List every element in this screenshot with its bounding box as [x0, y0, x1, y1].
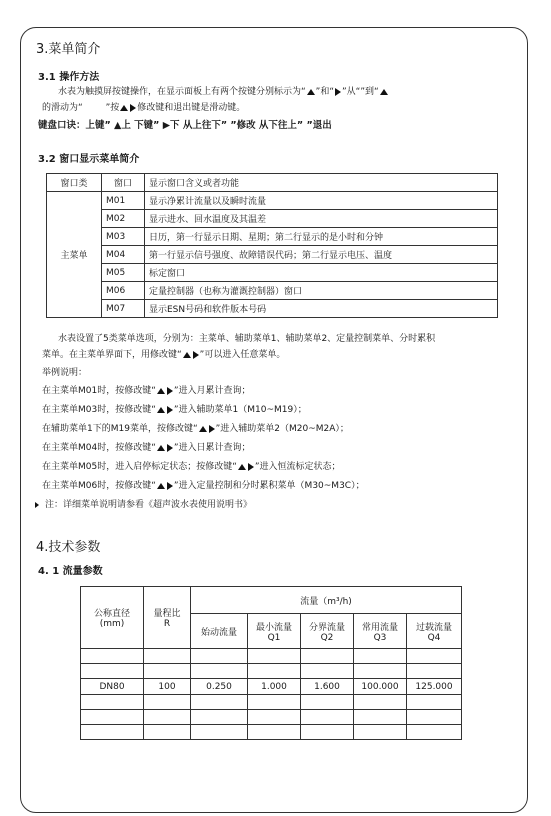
s31-text: ”从“ — [342, 87, 361, 97]
example-text: ”进入辅助菜单1（M10~M19）； — [173, 405, 307, 415]
window-code: M01 — [102, 192, 145, 210]
example-line — [42, 385, 251, 397]
s31-text: ”到“ — [360, 87, 379, 97]
table-header: 窗口类 — [47, 174, 102, 192]
right-triangle-icon — [209, 425, 215, 433]
keys-mnemonic: 键盘口诀：上键” ▲上 下键” ▶下 从上往下” ”修改 从下往上” ”退出 — [38, 120, 332, 131]
s31-text: 的滑动为“ — [42, 103, 83, 113]
window-code: M04 — [102, 246, 145, 264]
table-row — [81, 710, 462, 725]
right-triangle-icon — [248, 463, 254, 471]
window-code: M07 — [102, 300, 145, 318]
example-line — [42, 480, 365, 492]
col-nominal-diameter: 公称直径 (mm) — [81, 587, 144, 649]
s32-title: 3.2 窗口显示菜单简介 — [38, 154, 140, 165]
example-line — [42, 461, 341, 473]
table-row — [47, 300, 498, 318]
right-triangle-icon — [335, 88, 341, 96]
up-triangle-icon — [380, 89, 388, 95]
up-triangle-icon — [157, 483, 165, 489]
table-row — [47, 192, 498, 210]
table-row — [47, 264, 498, 282]
up-triangle-icon — [157, 388, 165, 394]
up-triangle-icon — [183, 352, 191, 358]
example-text: 在主菜单M06时，按修改键“ — [42, 481, 156, 491]
note-text: 注：详细菜单说明请参看《超声波水表使用说明书》 — [45, 500, 253, 510]
window-code: M06 — [102, 282, 145, 300]
window-code: M05 — [102, 264, 145, 282]
cell-start-flow: 0.250 — [191, 679, 248, 695]
col-start-flow: 始动流量 — [191, 614, 248, 649]
table-row — [81, 679, 462, 695]
window-code: M03 — [102, 228, 145, 246]
cell-q2: 1.600 — [301, 679, 354, 695]
table-row — [81, 725, 462, 740]
col-flow-group: 流量（m³/h) — [191, 587, 462, 614]
example-text: ”进入日累计查询； — [173, 443, 251, 453]
para2 — [42, 349, 285, 361]
table-row — [47, 210, 498, 228]
up-triangle-icon — [157, 407, 165, 413]
window-desc: 定量控制器（也称为灌溉控制器）窗口 — [145, 282, 498, 300]
right-triangle-icon — [167, 406, 173, 414]
example-line — [42, 404, 307, 416]
example-text: 在主菜单M01时，按修改键“ — [42, 386, 156, 396]
window-desc: 第一行显示信号强度、故障错误代码；第二行显示电压、温度 — [145, 246, 498, 264]
window-desc: 显示进水、回水温度及其温差 — [145, 210, 498, 228]
right-triangle-icon — [130, 104, 136, 112]
table-row — [47, 282, 498, 300]
example-text: ”进入定量控制和分时累积菜单（M30~M3C）； — [173, 481, 365, 491]
col-permanent-flow: 常用流量 Q3 — [354, 614, 407, 649]
example-title: 举例说明： — [42, 368, 88, 378]
s31-text: ”和“ — [315, 87, 334, 97]
window-desc: 显示ESN号码和软件版本号码 — [145, 300, 498, 318]
table-row — [47, 246, 498, 264]
flow-table — [80, 586, 462, 740]
s31-text: ”按 — [105, 103, 120, 113]
flow-header-row — [81, 587, 462, 614]
group-label: 主菜单 — [47, 192, 102, 318]
col-overload-flow: 过载流量 Q4 — [407, 614, 462, 649]
cell-diameter: DN80 — [81, 679, 144, 695]
col-min-flow: 最小流量 Q1 — [248, 614, 301, 649]
s31-title: 3.1 操作方法 — [38, 72, 100, 83]
table-row — [81, 664, 462, 679]
table-row — [47, 228, 498, 246]
s31-line2 — [42, 102, 245, 114]
right-triangle-icon — [193, 351, 199, 359]
para1: 水表设置了5类菜单选项，分别为：主菜单、辅助菜单1、辅助菜单2、定量控制菜单、分时累积 — [58, 334, 436, 344]
up-triangle-icon — [199, 426, 207, 432]
table-header: 窗口 — [102, 174, 145, 192]
s31-text: 水表为触摸屏按键操作，在显示面板上有两个按键分别标示为“ — [58, 87, 306, 97]
window-desc: 日历，第一行显示日期、星期；第二行显示的是小时和分钟 — [145, 228, 498, 246]
table-row — [81, 695, 462, 710]
table-header: 显示窗口含义或者功能 — [145, 174, 498, 192]
menu-table — [46, 173, 498, 318]
s41-title: 4. 1 流量参数 — [38, 566, 103, 577]
example-text: 在辅助菜单1下的M19菜单，按修改键“ — [42, 424, 198, 434]
s31-text: 修改键和退出键是滑动键。 — [137, 103, 246, 113]
example-text: ”进入月累计查询； — [173, 386, 251, 396]
col-transition-flow: 分界流量 Q2 — [301, 614, 354, 649]
col-range-ratio: 量程比 R — [144, 587, 191, 649]
right-triangle-icon — [167, 387, 173, 395]
table-row — [81, 649, 462, 664]
window-code: M02 — [102, 210, 145, 228]
cell-q3: 100.000 — [354, 679, 407, 695]
right-triangle-icon — [167, 482, 173, 490]
s31-line1 — [58, 86, 389, 98]
cell-q1: 1.000 — [248, 679, 301, 695]
cell-q4: 125.000 — [407, 679, 462, 695]
section4-title: 4.技术参数 — [36, 540, 101, 555]
para2-text: 菜单。在主菜单界面下，用修改键“ — [42, 350, 182, 360]
example-text: 在主菜单M05时，进入启停标定状态；按修改键“ — [42, 462, 237, 472]
up-triangle-icon — [238, 464, 246, 470]
up-triangle-icon — [157, 445, 165, 451]
example-text: 在主菜单M04时，按修改键“ — [42, 443, 156, 453]
para2-text: ”可以进入任意菜单。 — [199, 350, 286, 360]
window-desc: 标定窗口 — [145, 264, 498, 282]
note-line — [34, 499, 252, 511]
example-line — [42, 442, 251, 454]
example-line — [42, 423, 349, 435]
example-text: ”进入恒流标定状态； — [254, 462, 341, 472]
bullet-icon — [35, 502, 39, 508]
section3-title: 3.菜单简介 — [36, 42, 101, 57]
up-triangle-icon — [307, 89, 315, 95]
right-triangle-icon — [167, 444, 173, 452]
window-desc: 显示净累计流量以及瞬时流量 — [145, 192, 498, 210]
table-header-row — [47, 174, 498, 192]
example-text: 在主菜单M03时，按修改键“ — [42, 405, 156, 415]
up-triangle-icon — [120, 105, 128, 111]
example-text: ”进入辅助菜单2（M20~M2A）； — [215, 424, 349, 434]
cell-range-ratio: 100 — [144, 679, 191, 695]
